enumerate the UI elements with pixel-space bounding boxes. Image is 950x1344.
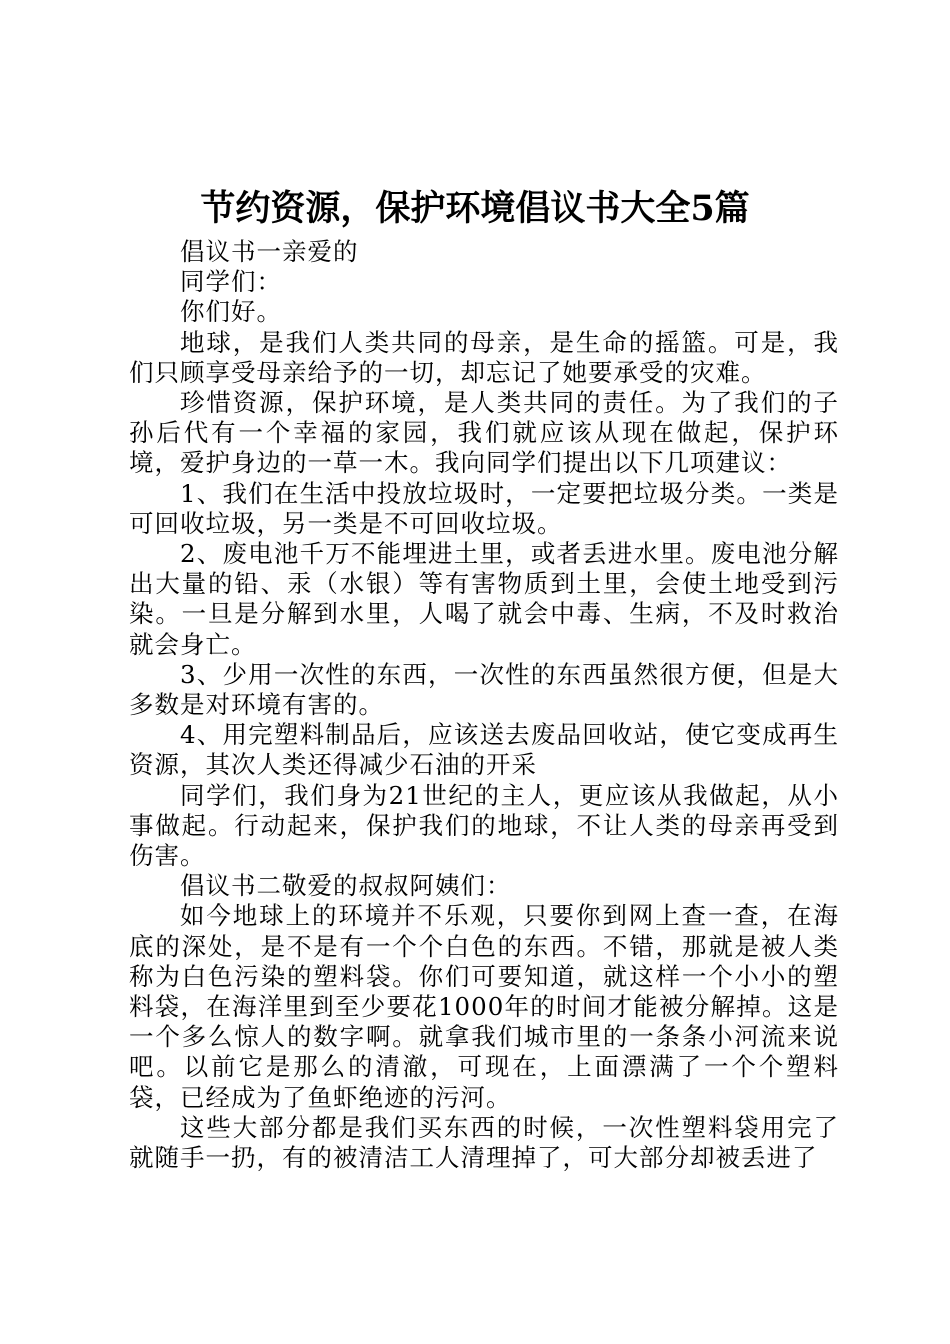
paragraph-suggestion-4: 4、用完塑料制品后，应该送去废品回收站，使它变成再生资源，其次人类还得减少石油的开采: [129, 720, 839, 780]
paragraph: 如今地球上的环境并不乐观，只要你到网上查一查，在海底的深处，是不是有一个个白色的东西。不错，那就是被人类称为白色污染的塑料袋。你们可要知道，就这样一个小小的塑料袋，在海洋里到至少要花1000年的时间才能被分解掉。这是一个多么惊人的数字啊。就拿我们城市里的一条条小河流来说吧。以前它是那么的清澈，可现在，上面漂满了一个个塑料袋，已经成为了鱼虾绝迹的污河。: [129, 901, 839, 1112]
paragraph-suggestion-3: 3、少用一次性的东西，一次性的东西虽然很方便，但是大多数是对环境有害的。: [129, 659, 839, 720]
document-body: [129, 237, 839, 1173]
paragraph: 珍惜资源，保护环境，是人类共同的责任。为了我们的子孙后代有一个幸福的家园，我们就应该从现在做起，保护环境，爱护身边的一草一木。我向同学们提出以下几项建议：: [129, 388, 839, 478]
document-title: 节约资源，保护环境倡议书大全5篇: [200, 188, 750, 229]
paragraph-greeting: 你们好。: [180, 297, 282, 327]
paragraph-suggestion-1: 1、我们在生活中投放垃圾时，一定要把垃圾分类。一类是可回收垃圾，另一类是不可回收垃圾。: [129, 478, 839, 538]
paragraph-salutation-1: 倡议书一亲爱的: [180, 237, 359, 266]
paragraph-suggestion-2: 2、废电池千万不能埋进土里，或者丢进水里。废电池分解出大量的铅、汞（水银）等有害物质到土里，会使土地受到污染。一旦是分解到水里，人喝了就会中毒、生病，不及时救治就会身亡。: [129, 539, 839, 659]
paragraph: 这些大部分都是我们买东西的时候，一次性塑料袋用完了就随手一扔，有的被清洁工人清理掉了，可大部分却被丢进了: [129, 1112, 839, 1173]
paragraph-salutation-2: 同学们：: [180, 267, 282, 297]
paragraph-section-heading: 倡议书二敬爱的叔叔阿姨们：: [180, 871, 512, 901]
paragraph: 地球，是我们人类共同的母亲，是生命的摇篮。可是，我们只顾享受母亲给予的一切，却忘记了她要承受的灾难。: [129, 327, 839, 387]
paragraph: 同学们，我们身为21世纪的主人，更应该从我做起，从小事做起。行动起来，保护我们的地球，不让人类的母亲再受到伤害。: [129, 780, 839, 871]
